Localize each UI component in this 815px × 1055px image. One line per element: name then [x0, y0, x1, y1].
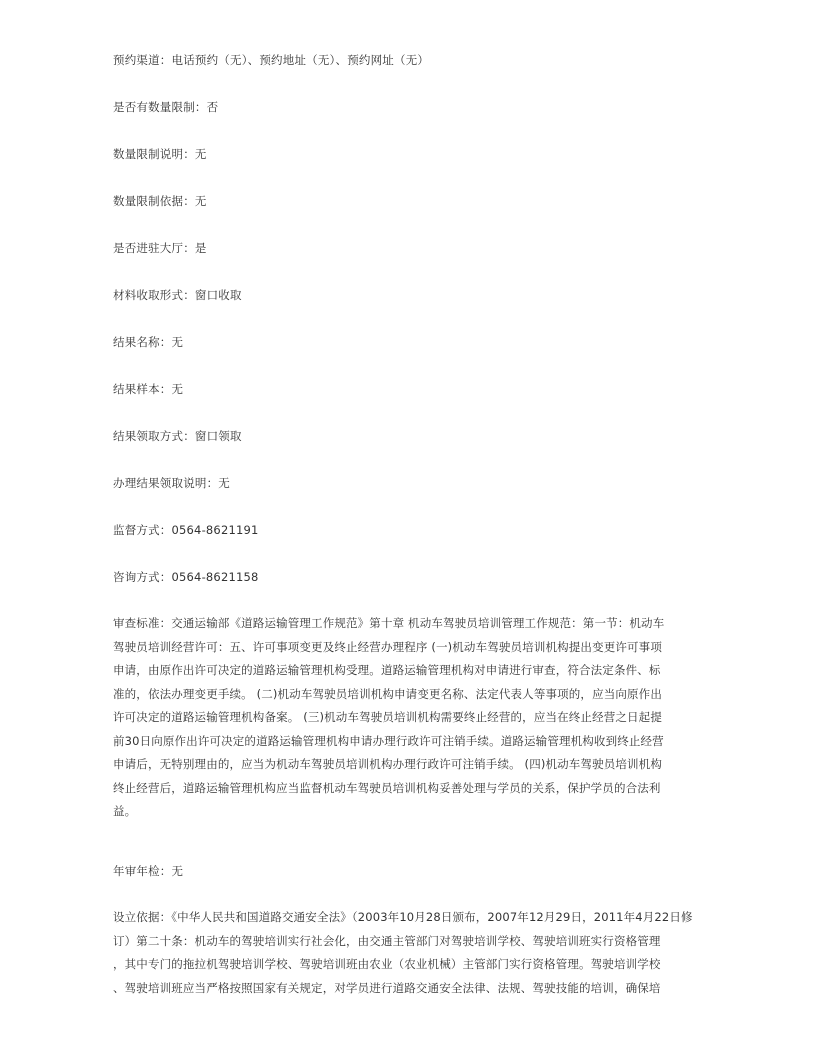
appointment-channel-field: 预约渠道：电话预约（无）、预约地址（无）、预约网址（无）	[113, 53, 430, 67]
review-standard-paragraph	[113, 612, 698, 824]
quantity-limit-desc-field: 数量限制说明：无	[113, 147, 207, 161]
review-standard-line: 申请，由原作出许可决定的道路运输管理机构受理。道路运输管理机构对申请进行审查，符合法定条件、标	[113, 663, 661, 677]
review-standard-line: 准的，依法办理变更手续。 (二)机动车驾驶员培训机构申请变更名称、法定代表人等事项的，应当向原作出	[113, 686, 662, 701]
annual-review-field: 年审年检：无	[113, 864, 184, 878]
consultation-field: 咨询方式：0564-8621158	[113, 570, 259, 584]
legal-basis-line: 、驾驶培训班应当严格按照国家有关规定，对学员进行道路交通安全法律、法规、驾驶技能的培训，确保培	[113, 980, 661, 995]
legal-basis-line: ，其中专门的拖拉机驾驶培训学校、驾驶培训班由农业（农业机械）主管部门实行资格管理。驾驶培训学校	[113, 957, 661, 971]
service-hall-field: 是否进驻大厅：是	[113, 241, 207, 255]
review-standard-line: 审查标准：交通运输部《道路运输管理工作规范》第十章 机动车驾驶员培训管理工作规范：第一节：机动车	[113, 616, 665, 630]
review-standard-line: 驾驶员培训经营许可：五、许可事项变更及终止经营办理程序 (一)机动车驾驶员培训机构提出变更许可事项	[113, 639, 662, 654]
quantity-limit-basis-field: 数量限制依据：无	[113, 194, 207, 208]
review-standard-line: 益。	[113, 804, 137, 818]
legal-basis-line: 订）第二十条：机动车的驾驶培训实行社会化，由交通主管部门对驾驶培训学校、驾驶培训班实行资格管理	[113, 933, 661, 948]
review-standard-line: 前30日向原作出许可决定的道路运输管理机构申请办理行政许可注销手续。道路运输管理机构收到终止经营	[113, 733, 664, 748]
review-standard-line: 终止经营后，道路运输管理机构应当监督机动车驾驶员培训机构妥善处理与学员的关系，保护学员的合法利	[113, 780, 661, 795]
supervision-field: 监督方式：0564-8621191	[113, 523, 259, 537]
result-name-field: 结果名称：无	[113, 335, 184, 349]
result-sample-field: 结果样本：无	[113, 382, 184, 396]
result-pickup-field: 结果领取方式：窗口领取	[113, 429, 242, 443]
result-pickup-desc-field: 办理结果领取说明：无	[113, 476, 230, 490]
review-standard-line: 申请后，无特别理由的，应当为机动车驾驶员培训机构办理行政许可注销手续。 (四)机动车驾驶员培训机构	[113, 757, 662, 771]
review-standard-line: 许可决定的道路运输管理机构备案。 (三)机动车驾驶员培训机构需要终止经营的，应当在终止经营之日起提	[113, 710, 662, 724]
legal-basis-line: 设立依据：《中华人民共和国道路交通安全法》（2003年10月28日颁布，2007年12月29日，2011年4月22日修	[113, 910, 693, 924]
quantity-limit-field: 是否有数量限制：否	[113, 100, 219, 114]
legal-basis-paragraph	[113, 906, 698, 1000]
material-collection-field: 材料收取形式：窗口收取	[113, 288, 242, 302]
